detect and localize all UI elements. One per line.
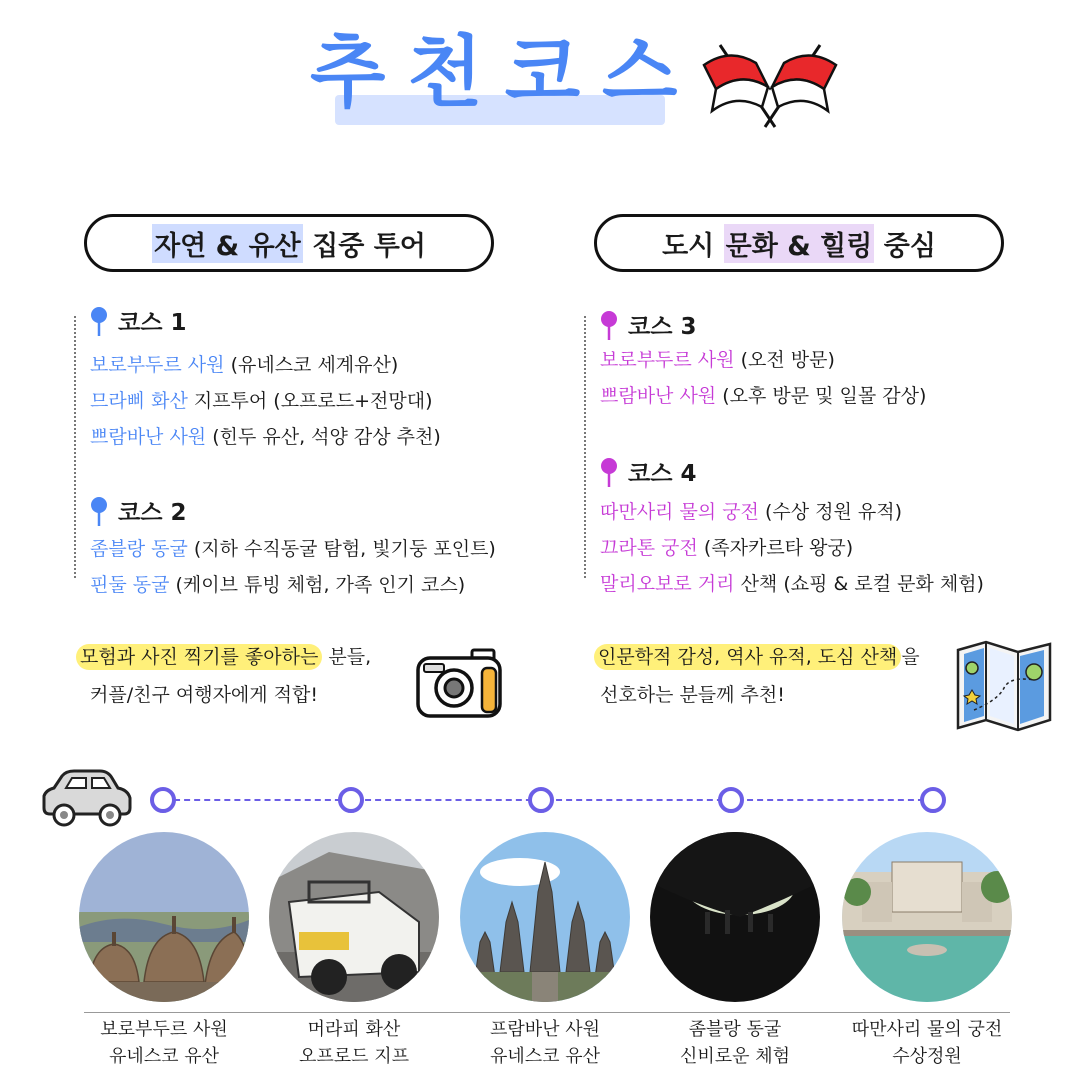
course-label: 코스 3	[628, 314, 697, 340]
course-2-heading	[88, 494, 186, 527]
course-guide-line	[74, 316, 76, 578]
course-4-item-2	[600, 536, 853, 560]
page-title: 추천코스	[310, 28, 700, 118]
pill-prefix: 도시	[662, 230, 724, 262]
place-desc: (오전 방문)	[734, 349, 835, 371]
course-4-item-1	[600, 500, 902, 524]
route-caption-3	[445, 1016, 645, 1070]
note-text: 분들,	[322, 646, 372, 668]
place-name: 므라삐 화산	[90, 390, 188, 412]
caption-title: 따만사리 물의 궁전	[851, 1019, 1003, 1040]
place-name: 좀블랑 동굴	[90, 538, 188, 560]
theme-pill-culture	[594, 214, 1004, 272]
caption-title: 좀블랑 동굴	[688, 1019, 782, 1040]
course-guide-line	[584, 316, 586, 578]
course-label: 코스 1	[118, 310, 187, 336]
place-name: 쁘람바난 사원	[90, 426, 207, 448]
route-caption-2	[254, 1016, 454, 1070]
place-desc: (케이브 튜빙 체험, 가족 인기 코스)	[169, 574, 466, 596]
caption-subtitle: 유네스코 유산	[108, 1046, 220, 1067]
route-caption-5	[827, 1016, 1027, 1070]
map-pin-icon	[88, 495, 110, 527]
note-text: 커플/친구 여행자에게 적합!	[90, 684, 318, 706]
route-node	[338, 787, 364, 813]
place-name: 말리오보로 거리	[600, 573, 735, 595]
prambanan-photo	[460, 832, 630, 1002]
place-desc: (지하 수직동굴 탐험, 빛기둥 포인트)	[187, 538, 496, 560]
course-3-item-1	[600, 348, 835, 372]
place-desc: (오후 방문 및 일몰 감상)	[716, 385, 927, 407]
place-name: 보로부두르 사원	[600, 349, 735, 371]
course-2-item-2	[90, 573, 465, 597]
caption-subtitle: 신비로운 체험	[679, 1046, 791, 1067]
place-desc: (유네스코 세계유산)	[224, 354, 399, 376]
course-4-item-3	[600, 572, 984, 596]
caption-divider	[84, 1012, 1010, 1013]
route-node	[150, 787, 176, 813]
place-desc: 산책 (쇼핑 & 로컬 문화 체험)	[734, 573, 984, 595]
route-node	[528, 787, 554, 813]
map-pin-icon	[88, 305, 110, 337]
route-caption-4	[635, 1016, 835, 1070]
route-node	[920, 787, 946, 813]
caption-subtitle: 수상정원	[892, 1046, 962, 1067]
place-name: 쁘람바난 사원	[600, 385, 717, 407]
course-3-heading	[598, 308, 696, 341]
place-name: 따만사리 물의 궁전	[600, 501, 759, 523]
folded-map-icon	[954, 640, 1054, 732]
place-desc: 지프투어 (오프로드+전망대)	[187, 390, 433, 412]
course-1-item-1	[90, 353, 398, 377]
place-name: 핀둘 동굴	[90, 574, 170, 596]
course-1-item-3	[90, 425, 441, 449]
course-1-heading	[88, 304, 186, 337]
note-text: 선호하는 분들께 추천!	[600, 684, 785, 706]
place-name: 끄라톤 궁전	[600, 537, 698, 559]
caption-subtitle: 오프로드 지프	[298, 1046, 410, 1067]
borobudur-photo	[79, 832, 249, 1002]
map-pin-icon	[598, 456, 620, 488]
caption-title: 머라피 화산	[307, 1019, 401, 1040]
note-highlight: 인문학적 감성, 역사 유적, 도심 산책	[594, 644, 901, 670]
theme-pill-nature	[84, 214, 494, 272]
course-2-item-1	[90, 537, 496, 561]
note-highlight: 모험과 사진 찍기를 좋아하는	[76, 644, 322, 670]
caption-title: 보로부두르 사원	[100, 1019, 228, 1040]
camera-icon	[414, 644, 504, 720]
pill-highlight: 자연 & 유산	[152, 224, 303, 263]
route-caption-1	[64, 1016, 264, 1070]
note-text: 을	[901, 646, 920, 668]
place-desc: (수상 정원 유적)	[758, 501, 902, 523]
course-3-item-2	[600, 384, 926, 408]
pill-text: 중심	[874, 230, 936, 262]
merapi-jeep-photo	[269, 832, 439, 1002]
map-pin-icon	[598, 309, 620, 341]
car-icon	[38, 768, 134, 830]
caption-subtitle: 유네스코 유산	[489, 1046, 601, 1067]
jomblang-cave-photo	[650, 832, 820, 1002]
caption-title: 프람바난 사원	[489, 1019, 601, 1040]
pill-highlight: 문화 & 힐링	[724, 224, 875, 263]
route-node	[718, 787, 744, 813]
left-recommendation-note	[76, 638, 371, 714]
course-4-heading	[598, 455, 696, 488]
right-recommendation-note	[594, 638, 920, 714]
place-desc: (힌두 유산, 석양 감상 추천)	[206, 426, 441, 448]
course-label: 코스 4	[628, 461, 697, 487]
pill-text: 집중 투어	[302, 230, 426, 262]
course-1-item-2	[90, 389, 433, 413]
course-label: 코스 2	[118, 500, 187, 526]
place-name: 보로부두르 사원	[90, 354, 225, 376]
place-desc: (족자카르타 왕궁)	[697, 537, 854, 559]
indonesia-flags-icon	[690, 35, 850, 130]
taman-sari-photo	[842, 832, 1012, 1002]
